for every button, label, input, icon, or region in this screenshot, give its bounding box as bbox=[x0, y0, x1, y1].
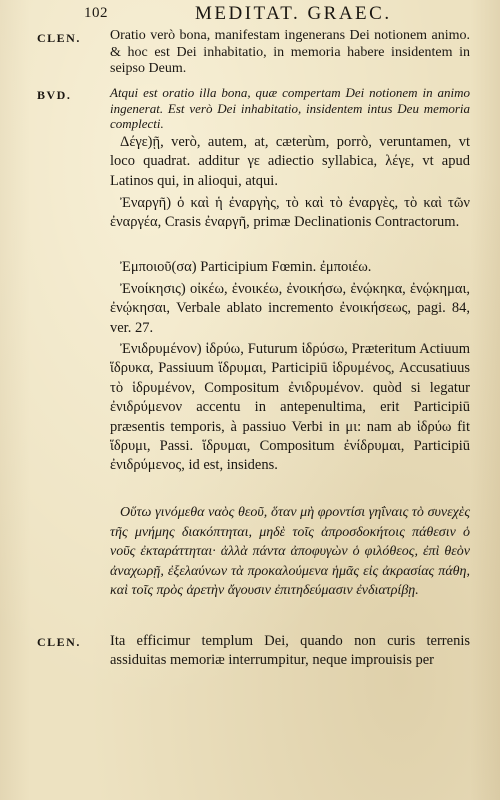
commentary-paragraph: Δέγε)ῇ, verò, autem, at, cæterùm, porrò, veruntamen, vt loco quadrat. additur γε adiectio syllabica, λέγε, vt apud Latinos qui, in alioqui, atqui. bbox=[110, 134, 470, 189]
greek-text-paragraph: Οὕτω γινόμεθα ναὸς θεοῦ, ὅταν μὴ φροντίσι γηΐναις τὸ συνεχὲς τῆς μνήμης διακόπτηται, μηδὲ τοῖς ἀπροσδοκήτοις πάθεσιν ὁ νοῦς ἐκταράττηται· ἀλλὰ πάντα ἀποφυγὼν ὁ φιλόθεος, ἐπὶ θεὸν ἀναχωρῇ, ἐξελαύνων τὰ προκαλούμενα ἡμᾶς εἰς ἀκρασίας πάθη, καὶ τοῖς πρὸς ἀρετὴν ἄγουσιν ἐπιτηδεύμασιν ἐνδιατρίβῃ. bbox=[110, 505, 470, 599]
page-number: 102 bbox=[84, 5, 108, 21]
speaker-label-clen: CLEN. bbox=[37, 635, 81, 649]
commentary-paragraph: Ἐμποιοῦ(σα) Participium Fœmin. ἐμποιέω. bbox=[120, 259, 372, 275]
clen-translation-text: Oratio verò bona, manifestam ingenerans Dei notionem animo. & hoc est Dei inhabitatio, in memoria habere insidentem in seipso Deum. bbox=[110, 28, 470, 76]
commentary-paragraph: Ἐνιδρυμένον) ἱδρύω, Futurum ἱδρύσω, Præteritum Actiuum ἵδρυκα, Passiuum ἵδρυμαι, Participiū ἱδρυμένος, Accusatiuus τὸ ἱδρυμένον, Compositum ἐνιδρυμένον. quòd si legatur ἐνιδρύμενον accentu in antepenultima, erit Participiū præsentis temporis, à passiuo Verbi in μι: nam ab ἱδρύω fit ἵδρυμι, Passi. ἵδρυμαι, Compositum ἐνίδρυμαι, Participiū ἐνιδρύμενος, id est, insidens. bbox=[110, 341, 470, 474]
bud-translation-text: Atqui est oratio illa bona, quæ compertam Dei notionem in animo ingenerat. Est verò Dei inhabitatio, insidentem intus Deu memoria complecti. bbox=[110, 85, 470, 131]
clen-final-text: Ita efficimur templum Dei, quando non curis terrenis assiduitas memoriæ interrumpitur, neque improuisis per bbox=[110, 633, 470, 669]
commentary-paragraph: Ἐναργῆ) ὁ καὶ ἡ ἐναργὴς, τὸ καὶ τὸ ἐναργὲς, τὸ καὶ τῶν ἐναργέα, Crasis ἐναργῆ, primæ Declinationis Contractorum. bbox=[110, 195, 470, 231]
commentary-paragraph: Ἐνοίκησις) οἰκέω, ἐνοικέω, ἐνοικήσω, ἐνῴκηκα, ἐνῴκημαι, ἐνῴκησαι, Verbale ablato incremento ἐνοικήσεως, pagi. 84, ver. 27. bbox=[110, 281, 470, 336]
speaker-label-clen: CLEN. bbox=[37, 31, 81, 45]
page-header bbox=[0, 3, 500, 25]
running-title: MEDITAT. GRAEC. bbox=[195, 3, 392, 24]
speaker-label-bud: BVD. bbox=[37, 88, 72, 102]
